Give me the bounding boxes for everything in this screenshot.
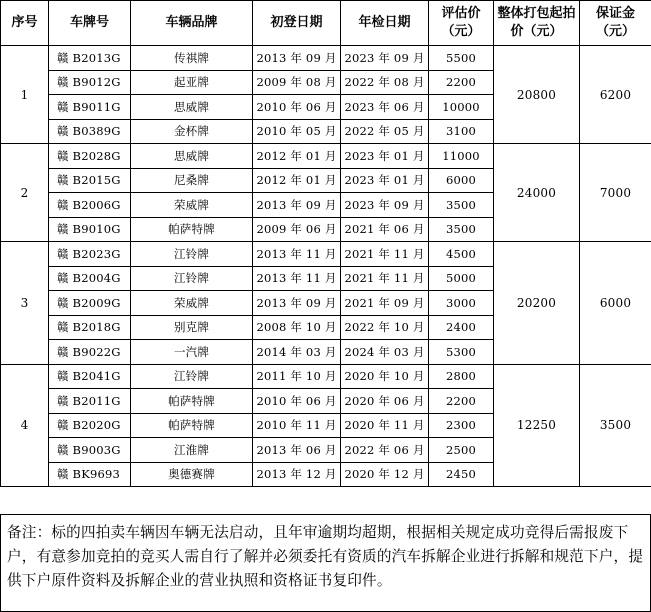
group-seq-cell: 3 — [1, 242, 49, 365]
group-seq-cell: 4 — [1, 364, 49, 487]
first-reg-cell: 2008 年 10 月 — [253, 315, 341, 340]
header-brand: 车辆品牌 — [131, 1, 253, 46]
inspection-cell: 2021 年 11 月 — [341, 242, 429, 267]
price-cell: 2450 — [429, 462, 494, 487]
plate-cell: 赣 B2028G — [49, 144, 131, 169]
brand-cell: 江铃牌 — [131, 242, 253, 267]
header-plate: 车牌号 — [49, 1, 131, 46]
plate-cell: 赣 B2011G — [49, 389, 131, 414]
price-cell: 10000 — [429, 95, 494, 120]
inspection-cell: 2023 年 09 月 — [341, 193, 429, 218]
plate-cell: 赣 B2023G — [49, 242, 131, 267]
inspection-cell: 2020 年 12 月 — [341, 462, 429, 487]
first-reg-cell: 2013 年 09 月 — [253, 193, 341, 218]
first-reg-cell: 2009 年 08 月 — [253, 70, 341, 95]
first-reg-cell: 2013 年 12 月 — [253, 462, 341, 487]
brand-cell: 江铃牌 — [131, 266, 253, 291]
header-inspection: 年检日期 — [341, 1, 429, 46]
brand-cell: 传祺牌 — [131, 46, 253, 71]
first-reg-cell: 2013 年 11 月 — [253, 266, 341, 291]
plate-cell: 赣 B0389G — [49, 119, 131, 144]
price-cell: 3000 — [429, 291, 494, 316]
inspection-cell: 2023 年 01 月 — [341, 168, 429, 193]
inspection-cell: 2023 年 01 月 — [341, 144, 429, 169]
first-reg-cell: 2010 年 06 月 — [253, 95, 341, 120]
brand-cell: 起亚牌 — [131, 70, 253, 95]
brand-cell: 荣威牌 — [131, 291, 253, 316]
start-bid-cell: 20800 — [494, 46, 580, 144]
first-reg-cell: 2010 年 05 月 — [253, 119, 341, 144]
brand-cell: 江铃牌 — [131, 364, 253, 389]
plate-cell: 赣 B9003G — [49, 438, 131, 463]
price-cell: 2500 — [429, 438, 494, 463]
price-cell: 5500 — [429, 46, 494, 71]
plate-cell: 赣 B9010G — [49, 217, 131, 242]
brand-cell: 帕萨特牌 — [131, 413, 253, 438]
price-cell: 11000 — [429, 144, 494, 169]
plate-cell: 赣 B2015G — [49, 168, 131, 193]
group-seq-cell: 2 — [1, 144, 49, 242]
header-start-bid: 整体打包起拍价（元） — [494, 1, 580, 46]
plate-cell: 赣 B2004G — [49, 266, 131, 291]
price-cell: 2800 — [429, 364, 494, 389]
inspection-cell: 2020 年 10 月 — [341, 364, 429, 389]
first-reg-cell: 2009 年 06 月 — [253, 217, 341, 242]
table-row — [1, 46, 651, 71]
inspection-cell: 2023 年 06 月 — [341, 95, 429, 120]
header-deposit: 保证金（元） — [580, 1, 651, 46]
plate-cell: 赣 B2009G — [49, 291, 131, 316]
price-cell: 2200 — [429, 389, 494, 414]
plate-cell: 赣 BK9693 — [49, 462, 131, 487]
brand-cell: 奥德赛牌 — [131, 462, 253, 487]
deposit-cell: 3500 — [580, 364, 651, 487]
inspection-cell: 2024 年 03 月 — [341, 340, 429, 365]
price-cell: 3500 — [429, 193, 494, 218]
price-cell: 5300 — [429, 340, 494, 365]
first-reg-cell: 2013 年 09 月 — [253, 46, 341, 71]
inspection-cell: 2022 年 06 月 — [341, 438, 429, 463]
brand-cell: 尼桑牌 — [131, 168, 253, 193]
plate-cell: 赣 B2006G — [49, 193, 131, 218]
brand-cell: 帕萨特牌 — [131, 217, 253, 242]
inspection-cell: 2020 年 06 月 — [341, 389, 429, 414]
start-bid-cell: 12250 — [494, 364, 580, 487]
group-seq-cell: 1 — [1, 46, 49, 144]
inspection-cell: 2022 年 08 月 — [341, 70, 429, 95]
brand-cell: 思威牌 — [131, 95, 253, 120]
header-first-reg: 初登日期 — [253, 1, 341, 46]
brand-cell: 别克牌 — [131, 315, 253, 340]
plate-cell: 赣 B2020G — [49, 413, 131, 438]
vehicle-table-body — [1, 46, 651, 487]
first-reg-cell: 2013 年 06 月 — [253, 438, 341, 463]
first-reg-cell: 2011 年 10 月 — [253, 364, 341, 389]
first-reg-cell: 2010 年 06 月 — [253, 389, 341, 414]
header-row — [1, 1, 651, 46]
plate-cell: 赣 B2018G — [49, 315, 131, 340]
price-cell: 2400 — [429, 315, 494, 340]
inspection-cell: 2022 年 05 月 — [341, 119, 429, 144]
plate-cell: 赣 B9012G — [49, 70, 131, 95]
deposit-cell: 7000 — [580, 144, 651, 242]
price-cell: 5000 — [429, 266, 494, 291]
inspection-cell: 2021 年 09 月 — [341, 291, 429, 316]
deposit-cell: 6200 — [580, 46, 651, 144]
start-bid-cell: 20200 — [494, 242, 580, 365]
price-cell: 2200 — [429, 70, 494, 95]
first-reg-cell: 2012 年 01 月 — [253, 168, 341, 193]
first-reg-cell: 2012 年 01 月 — [253, 144, 341, 169]
inspection-cell: 2020 年 11 月 — [341, 413, 429, 438]
plate-cell: 赣 B9011G — [49, 95, 131, 120]
price-cell: 6000 — [429, 168, 494, 193]
first-reg-cell: 2014 年 03 月 — [253, 340, 341, 365]
brand-cell: 江淮牌 — [131, 438, 253, 463]
brand-cell: 一汽牌 — [131, 340, 253, 365]
table-row — [1, 242, 651, 267]
header-price: 评估价（元） — [429, 1, 494, 46]
plate-cell: 赣 B2013G — [49, 46, 131, 71]
brand-cell: 荣威牌 — [131, 193, 253, 218]
brand-cell: 金杯牌 — [131, 119, 253, 144]
first-reg-cell: 2013 年 11 月 — [253, 242, 341, 267]
price-cell: 3100 — [429, 119, 494, 144]
first-reg-cell: 2013 年 09 月 — [253, 291, 341, 316]
remarks-note: 备注：标的四拍卖车辆因车辆无法启动，且年审逾期均超期，根据相关规定成功竞得后需报废下户，有意参加竞拍的竞买人需自行了解并必须委托有资质的汽车拆解企业进行拆解和规范下户，提供下户原件资料及拆解企业的营业执照和资格证书复印件。 — [0, 514, 651, 612]
price-cell: 3500 — [429, 217, 494, 242]
plate-cell: 赣 B9022G — [49, 340, 131, 365]
table-row — [1, 144, 651, 169]
start-bid-cell: 24000 — [494, 144, 580, 242]
header-seq: 序号 — [1, 1, 49, 46]
price-cell: 4500 — [429, 242, 494, 267]
inspection-cell: 2023 年 09 月 — [341, 46, 429, 71]
inspection-cell: 2021 年 11 月 — [341, 266, 429, 291]
plate-cell: 赣 B2041G — [49, 364, 131, 389]
inspection-cell: 2022 年 10 月 — [341, 315, 429, 340]
deposit-cell: 6000 — [580, 242, 651, 365]
inspection-cell: 2021 年 06 月 — [341, 217, 429, 242]
brand-cell: 思威牌 — [131, 144, 253, 169]
brand-cell: 帕萨特牌 — [131, 389, 253, 414]
table-row — [1, 364, 651, 389]
first-reg-cell: 2010 年 11 月 — [253, 413, 341, 438]
price-cell: 2300 — [429, 413, 494, 438]
